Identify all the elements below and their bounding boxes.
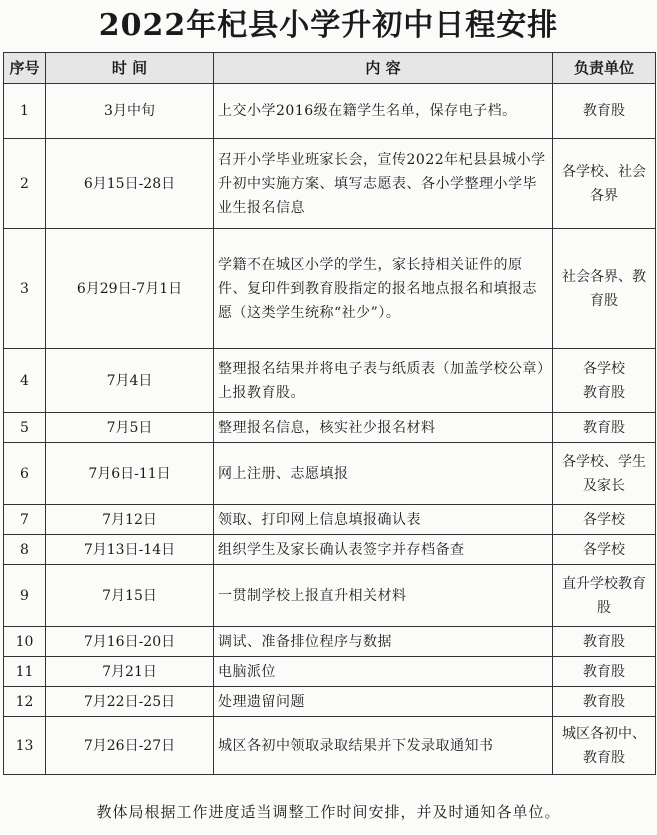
row-time: 7月13日-14日 <box>46 535 214 565</box>
row-time: 7月26日-27日 <box>46 717 214 775</box>
row-no: 8 <box>4 535 46 565</box>
row-no: 9 <box>4 565 46 627</box>
table-row <box>4 535 656 565</box>
row-unit: 教育股 <box>553 627 656 657</box>
row-content: 电脑派位 <box>214 657 553 687</box>
table-row <box>4 717 656 775</box>
row-unit: 直升学校教育股 <box>553 565 656 627</box>
row-time: 7月5日 <box>46 413 214 443</box>
row-unit: 教育股 <box>553 413 656 443</box>
row-unit: 教育股 <box>553 84 656 139</box>
row-no: 12 <box>4 687 46 717</box>
row-content: 整理报名结果并将电子表与纸质表（加盖学校公章）上报教育股。 <box>214 349 553 413</box>
row-no: 1 <box>4 84 46 139</box>
row-content: 组织学生及家长确认表签字并存档备查 <box>214 535 553 565</box>
row-time: 6月15日-28日 <box>46 139 214 229</box>
row-no: 2 <box>4 139 46 229</box>
row-no: 13 <box>4 717 46 775</box>
table-row <box>4 505 656 535</box>
row-time: 7月15日 <box>46 565 214 627</box>
row-content: 召开小学毕业班家长会，宣传2022年杞县县城小学升初中实施方案、填写志愿表、各小学整理小学毕业生报名信息 <box>214 139 553 229</box>
table-header-row <box>4 53 656 84</box>
table-row <box>4 657 656 687</box>
table-row <box>4 565 656 627</box>
table-row <box>4 229 656 349</box>
row-content: 学籍不在城区小学的学生，家长持相关证件的原件、复印件到教育股指定的报名地点报名和填报志愿（这类学生统称“社少”）。 <box>214 229 553 349</box>
table-row <box>4 349 656 413</box>
row-time: 7月21日 <box>46 657 214 687</box>
row-no: 11 <box>4 657 46 687</box>
schedule-table <box>3 52 656 775</box>
row-time: 6月29日-7月1日 <box>46 229 214 349</box>
table-row <box>4 687 656 717</box>
row-time: 7月12日 <box>46 505 214 535</box>
row-no: 3 <box>4 229 46 349</box>
row-content: 一贯制学校上报直升相关材料 <box>214 565 553 627</box>
row-content: 调试、准备排位程序与数据 <box>214 627 553 657</box>
row-content: 网上注册、志愿填报 <box>214 443 553 505</box>
row-no: 5 <box>4 413 46 443</box>
row-unit: 各学校 <box>553 505 656 535</box>
row-unit: 各学校、学生及家长 <box>553 443 656 505</box>
row-unit: 教育股 <box>553 687 656 717</box>
row-time: 7月22日-25日 <box>46 687 214 717</box>
row-time: 7月4日 <box>46 349 214 413</box>
row-unit: 社会各界、教育股 <box>553 229 656 349</box>
row-no: 7 <box>4 505 46 535</box>
footer-note: 教体局根据工作进度适当调整工作时间安排，并及时通知各单位。 <box>96 803 561 821</box>
row-unit: 各学校、社会各界 <box>553 139 656 229</box>
header-no: 序号 <box>4 53 46 84</box>
table-row <box>4 443 656 505</box>
row-time: 3月中旬 <box>46 84 214 139</box>
row-content: 城区各初中领取录取结果并下发录取通知书 <box>214 717 553 775</box>
table-row <box>4 84 656 139</box>
row-no: 4 <box>4 349 46 413</box>
row-unit: 各学校 教育股 <box>553 349 656 413</box>
row-unit: 城区各初中、教育股 <box>553 717 656 775</box>
table-row <box>4 139 656 229</box>
row-no: 10 <box>4 627 46 657</box>
row-content: 整理报名信息，核实社少报名材料 <box>214 413 553 443</box>
row-unit: 各学校 <box>553 535 656 565</box>
page-title: 2022年杞县小学升初中日程安排 <box>98 8 559 43</box>
table-row <box>4 413 656 443</box>
row-time: 7月16日-20日 <box>46 627 214 657</box>
row-content: 处理遗留问题 <box>214 687 553 717</box>
header-time: 时 间 <box>46 53 214 84</box>
row-content: 领取、打印网上信息填报确认表 <box>214 505 553 535</box>
row-unit: 教育股 <box>553 657 656 687</box>
header-unit: 负责单位 <box>553 53 656 84</box>
row-time: 7月6日-11日 <box>46 443 214 505</box>
table-row <box>4 627 656 657</box>
row-content: 上交小学2016级在籍学生名单，保存电子档。 <box>214 84 553 139</box>
header-content: 内 容 <box>214 53 553 84</box>
row-no: 6 <box>4 443 46 505</box>
